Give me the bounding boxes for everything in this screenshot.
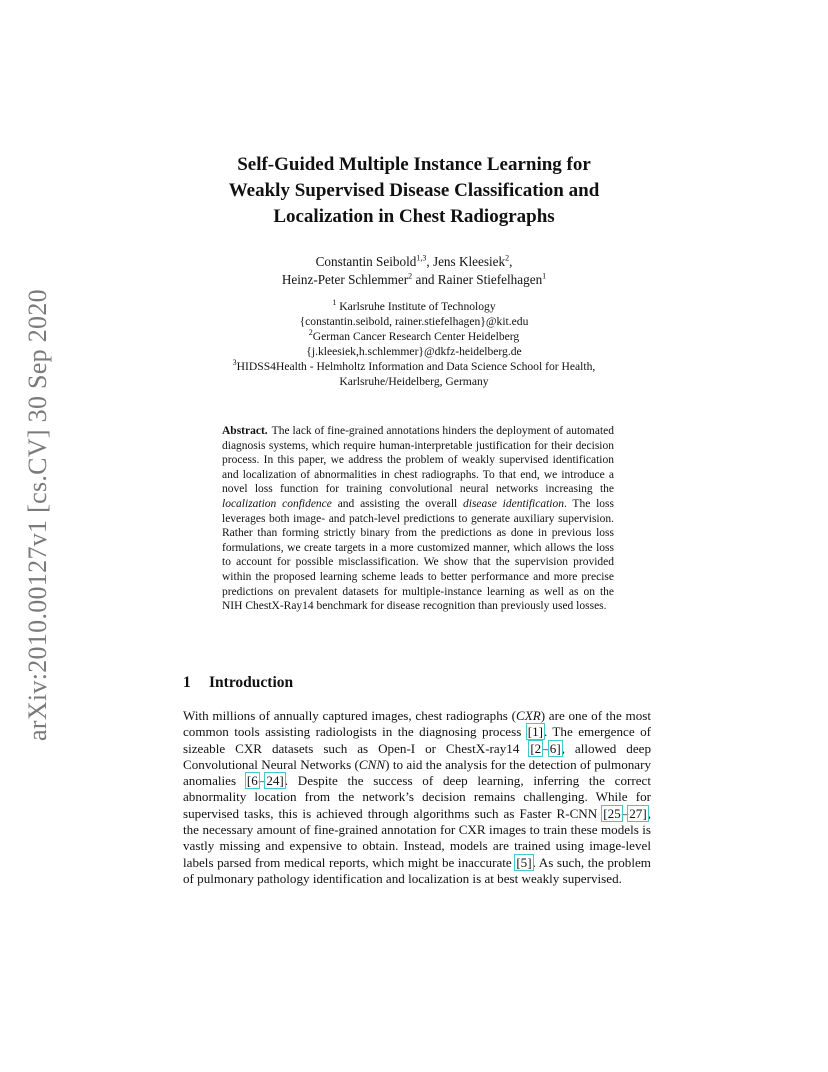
abstract-text: and assisting the overall bbox=[331, 497, 464, 510]
citation-link[interactable]: [6 bbox=[246, 773, 258, 789]
author-line-1 bbox=[150, 253, 678, 271]
author-affil-marker: 1 bbox=[542, 271, 547, 281]
citation-link[interactable]: [25 bbox=[603, 805, 621, 821]
title-line-3: Localization in Chest Radiographs bbox=[273, 206, 555, 227]
section-number: 1 bbox=[183, 674, 191, 691]
affiliation-line bbox=[150, 359, 678, 374]
abstract bbox=[222, 424, 614, 614]
title-line-2: Weakly Supervised Disease Classification and bbox=[228, 180, 600, 201]
section-heading-introduction bbox=[183, 674, 293, 692]
author-affil-marker: 2 bbox=[505, 253, 510, 263]
affiliation-email: {j.kleesiek,h.schlemmer}@dkfz-heidelberg.de bbox=[306, 345, 522, 358]
author-affil-marker: 2 bbox=[408, 271, 413, 281]
author-name: and Rainer Stiefelhagen bbox=[412, 272, 543, 287]
citation-link[interactable]: [2 bbox=[530, 740, 542, 756]
affiliation-location: Karlsruhe/Heidelberg, Germany bbox=[339, 375, 489, 388]
affiliation-text: Karlsruhe Institute of Technology bbox=[336, 300, 496, 313]
intro-text: . As such, the problem of pulmonary pathology identification and localization is at best weakly supervised. bbox=[183, 854, 651, 886]
citation-link[interactable]: 6] bbox=[549, 740, 561, 756]
citation-link[interactable]: 27] bbox=[629, 805, 647, 821]
arxiv-sidebar bbox=[24, 280, 52, 750]
affiliation-email: {constantin.seibold, rainer.stiefelhagen}@kit.edu bbox=[299, 315, 529, 328]
intro-text: With millions of annually captured images, chest radiographs ( bbox=[183, 708, 516, 723]
arxiv-identifier: arXiv:2010.00127v1 [cs.CV] 30 Sep 2020 bbox=[23, 289, 53, 741]
citation-link[interactable]: [5] bbox=[516, 854, 532, 870]
acronym: CNN bbox=[358, 756, 386, 772]
section-title: Introduction bbox=[209, 674, 294, 691]
affiliation-text: HIDSS4Health - Helmholtz Information and Data Science School for Health, bbox=[236, 360, 596, 373]
affil-marker: 2 bbox=[308, 328, 313, 338]
abstract-label: Abstract. bbox=[222, 425, 268, 437]
author-line-2 bbox=[150, 271, 678, 289]
paper-title bbox=[150, 152, 678, 230]
intro-text: ) are one of the most common tools assisting radiologists in the diagnosing process bbox=[183, 708, 651, 740]
abstract-emphasis: localization confidence bbox=[222, 497, 332, 510]
author-separator: , bbox=[509, 254, 513, 269]
intro-text: ) to aid the analysis for the detection of pulmonary anomalies bbox=[183, 756, 652, 789]
affiliation-text: German Cancer Research Center Heidelberg bbox=[312, 330, 520, 343]
citation-link[interactable]: [1] bbox=[527, 724, 543, 740]
affil-marker: 1 bbox=[332, 298, 337, 308]
affil-marker: 3 bbox=[232, 358, 237, 368]
affiliations bbox=[150, 299, 678, 389]
introduction-paragraph bbox=[183, 708, 651, 887]
intro-text: – bbox=[542, 740, 549, 756]
intro-text: , allowed deep Convolutional Neural Networks ( bbox=[183, 740, 651, 772]
author-name: Heinz-Peter Schlemmer bbox=[281, 272, 409, 287]
abstract-emphasis: disease identification bbox=[463, 497, 564, 510]
author-name: , Jens Kleesiek bbox=[426, 254, 506, 269]
author-affil-marker: 1,3 bbox=[416, 253, 427, 263]
citation-link[interactable]: 24] bbox=[266, 773, 284, 789]
intro-text: . The emergence of sizeable CXR datasets such as Open-I or ChestX-ray14 bbox=[183, 724, 651, 756]
author-list bbox=[150, 253, 678, 289]
abstract-text: The lack of fine-grained annotations hinders the deployment of automated diagnosis systems, which require human-interpretable justification for their decision process. In this paper, we address the problem of weakly supervised identification and localization of abnormalities in chest radiographs. To that end, we introduce a novel loss function for training convolutional neural networks increasing the bbox=[222, 425, 614, 496]
intro-text: . Despite the success of deep learning, inferring the correct abnormality location from the network’s decision remains challenging. While for supervised tasks, this is achieved through algorithms such as Faster R-CNN bbox=[183, 773, 651, 821]
intro-text: , the necessary amount of fine-grained annotation for CXR images to train these models is vastly missing and expensive to obtain. Instead, models are trained using image-level labels parsed from medical reports, which might be inaccurate bbox=[183, 805, 651, 870]
affiliation-line bbox=[150, 299, 678, 314]
abstract-text: . The loss leverages both image- and patch-level predictions to generate auxiliary supervision. Rather than forming strictly binary from the predictions as done in previous loss formulations, we create targets in a more customized manner, which allows the loss to account for possible misclassification. We show that the supervision provided within the proposed learning scheme leads to better performance and more precise predictions on prevalent datasets for multiple-instance learning as well as on the NIH ChestX-Ray14 benchmark for disease recognition than previously used losses. bbox=[222, 497, 614, 613]
intro-text: – bbox=[621, 805, 629, 821]
title-line-1: Self-Guided Multiple Instance Learning for bbox=[237, 154, 591, 175]
affiliation-line bbox=[150, 329, 678, 344]
acronym: CXR bbox=[515, 708, 541, 723]
author-name: Constantin Seibold bbox=[315, 254, 417, 269]
intro-text: – bbox=[258, 773, 266, 789]
